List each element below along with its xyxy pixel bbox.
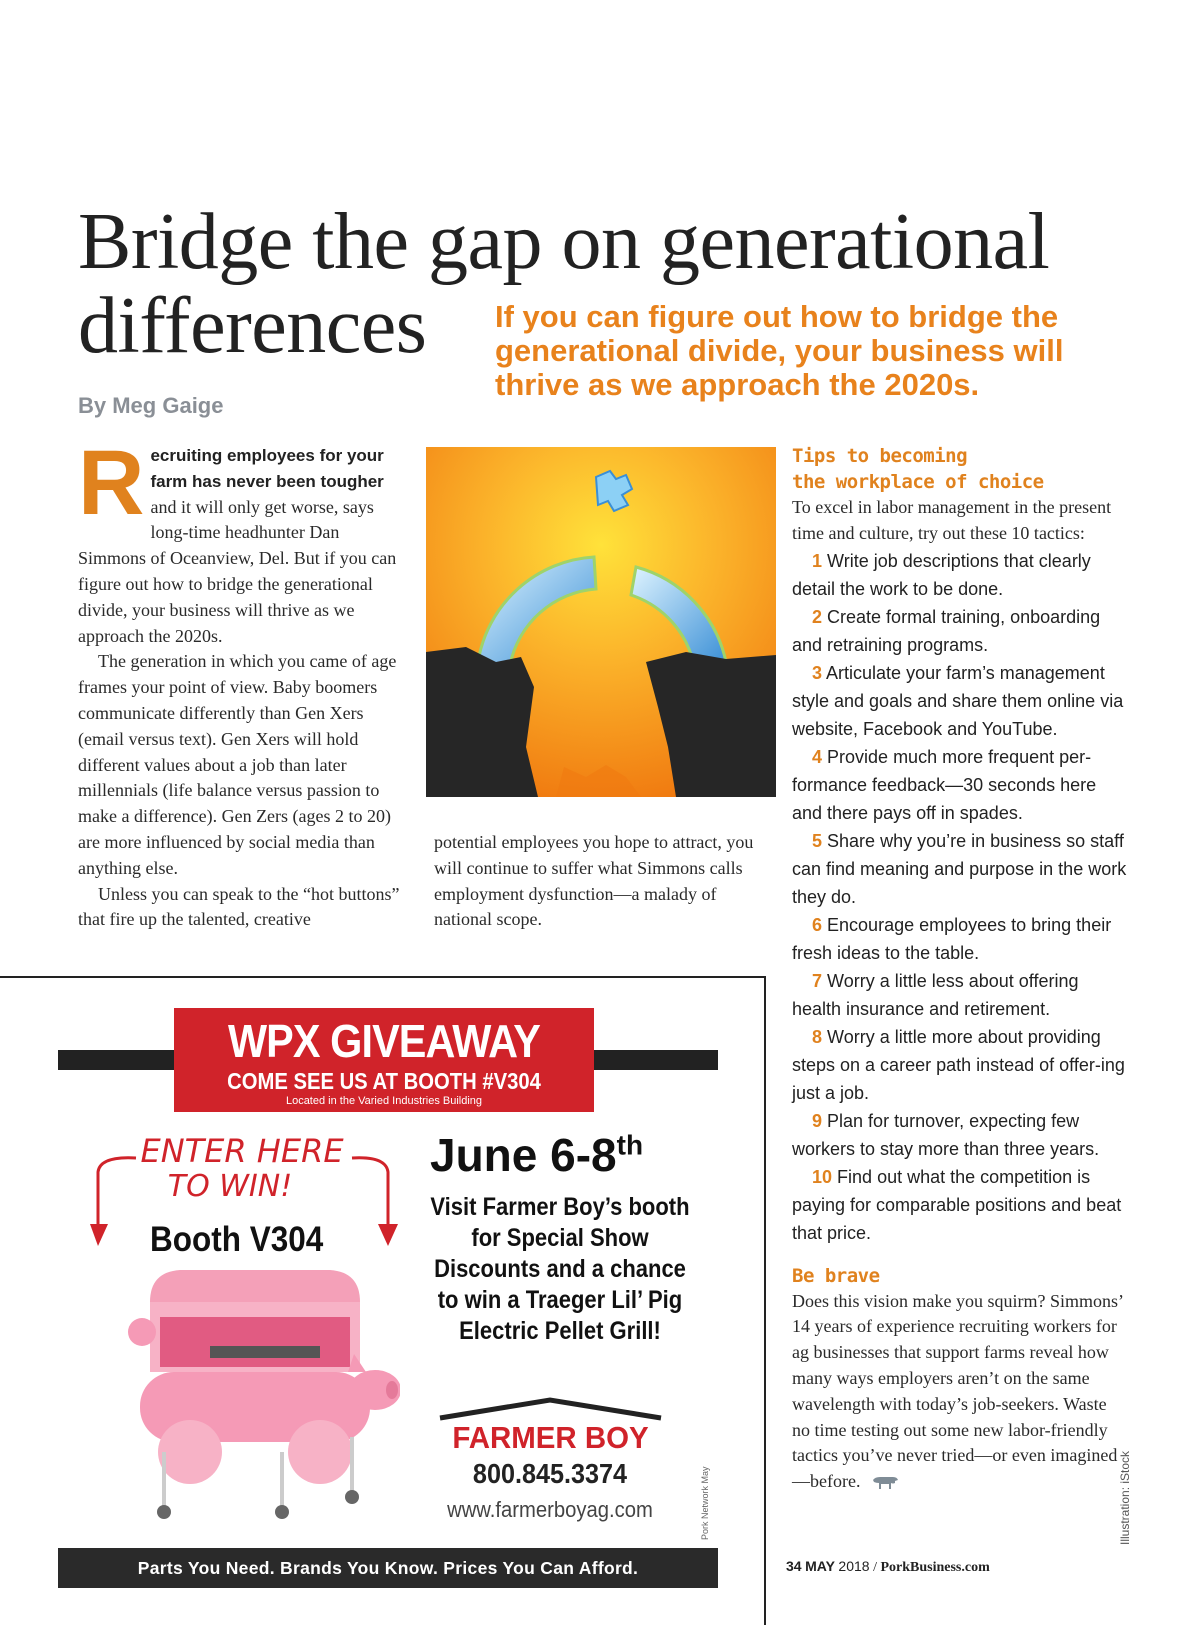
tip-number: 5: [812, 830, 823, 851]
page-folio: [786, 1558, 990, 1576]
ad-border-top: [0, 976, 766, 978]
promo-text: Visit Farmer Boy’s booth for Special Show Discounts and a chance to win a Traeger Lil’ Pig Electric Pellet Grill!: [430, 1193, 690, 1345]
event-dates-suffix: th: [616, 1129, 644, 1161]
sidebar-heading-line-2: the workplace of choice: [792, 471, 1044, 493]
be-brave-text: [792, 1289, 1127, 1495]
ad-location: Located in the Varied Industries Building: [285, 1095, 483, 1107]
article-column-2: [434, 830, 769, 933]
paragraph-2: The generation in which you came of age frames your point of view. Baby boomers communicate differently than Gen Xers (email versus text). Gen Xers will hold different values about a job than later millennials (life balance versus passion to make a difference). Gen Zers (ages 2 to 20) are more influenced by social media than anything else.: [78, 651, 397, 878]
be-brave-paragraph: Does this vision make you squirm? Simmons’ 14 years of experience recruiting workers for ag businesses that support farms reveal how many ways employers aren’t on the same wavelength with today’s job-seekers. Waste no time testing out some new labor-friendly tactics you’ve never tried—or even imagined—before.: [792, 1290, 1123, 1492]
tip-number: 4: [812, 746, 823, 767]
barn-roof-icon: [438, 1396, 663, 1422]
tip-item: [792, 743, 1127, 827]
booth-number: Booth V304: [150, 1220, 324, 1259]
phone-number: 800.845.3374: [472, 1458, 628, 1489]
issue-year: 2018: [838, 1558, 870, 1574]
tip-item: [792, 603, 1127, 659]
tip-number: 2: [812, 606, 823, 627]
tip-number: 8: [812, 1026, 823, 1047]
drop-cap: R: [78, 432, 145, 534]
tip-number: 10: [812, 1166, 833, 1187]
paragraph-1-text: and it will only get worse, says long-time headhunter Dan Simmons of Oceanview, Del. But if you can figure out how to bridge the generational divide, your business will thrive as we approach the 2020s.: [78, 496, 397, 646]
ad-footer-tagline: Parts You Need. Brands You Know. Prices You Can Afford.: [58, 1548, 718, 1588]
paragraph-3: Unless you can speak to the “hot buttons” that fire up the talented, creative: [78, 883, 400, 930]
tip-text: Worry a little more about providing steps on a career path instead of offer-ing just a job.: [792, 1026, 1125, 1103]
lead-in: ecruiting employees for your farm has never been tougher: [150, 446, 384, 491]
tip-text: Provide much more frequent per-formance feedback—30 seconds here and there pays off in spades.: [792, 746, 1097, 823]
tip-text: Create formal training, onboarding and retraining programs.: [792, 606, 1101, 655]
article-headline: Bridge the gap on generational differences: [78, 198, 1050, 370]
tip-text: Write job descriptions that clearly detail the work to be done.: [792, 550, 1091, 599]
ad-subtitle: COME SEE US AT BOOTH #V304: [227, 1068, 541, 1094]
folio-separator: /: [873, 1560, 877, 1575]
tip-item: [792, 911, 1127, 967]
sidebar-intro: To excel in labor management in the present time and culture, try out these 10 tactics:: [792, 497, 1112, 543]
sidebar-heading-line-1: Tips to becoming: [792, 445, 968, 467]
event-dates-text: June 6-8: [430, 1129, 617, 1181]
tip-item: [792, 1023, 1127, 1107]
ad-vertical-note: Pork Network May: [700, 1466, 710, 1540]
article-deck: If you can figure out how to bridge the generational divide, your business will thrive as we approach the 2020s.: [495, 299, 1064, 402]
website-url: www.farmerboyag.com: [447, 1497, 653, 1522]
article-column-1: [78, 432, 408, 933]
tip-item: [792, 967, 1127, 1023]
tip-text: Share why you’re in business so staff can find meaning and purpose in the work they do.: [792, 830, 1127, 907]
tip-text: Encourage employees to bring their fresh ideas to the table.: [792, 914, 1112, 963]
tip-text: Plan for turnover, expecting few workers to stay more than three years.: [792, 1110, 1100, 1159]
paragraph-3-continued: potential employees you hope to attract, you will continue to suffer what Simmons calls employment dysfunction—a malady of national scope.: [434, 832, 754, 930]
tip-number: 1: [812, 550, 823, 571]
issue-month: MAY: [805, 1558, 835, 1574]
be-brave-heading: Be brave: [792, 1264, 880, 1287]
ad-border-right: [764, 976, 766, 1625]
pig-end-mark-icon: [871, 1475, 899, 1491]
event-dates: [430, 1128, 643, 1182]
ad-title: WPX GIVEAWAY: [227, 1015, 541, 1067]
pig-grill-image: [120, 1262, 400, 1530]
ad-banner: [174, 1008, 594, 1112]
tip-item: [792, 659, 1127, 743]
page-number: 34: [786, 1558, 802, 1574]
tip-number: 9: [812, 1110, 823, 1131]
enter-here-text: ENTER HERE: [140, 1132, 344, 1170]
site-name: PorkBusiness.com: [880, 1560, 990, 1575]
farmer-boy-logo: [438, 1396, 663, 1458]
tips-sidebar: [792, 443, 1127, 1495]
tip-item: [792, 1107, 1127, 1163]
paragraph-1: [78, 432, 408, 649]
tip-item: [792, 827, 1127, 911]
tip-text: Articulate your farm’s management style and goals and share them online via website, Facebook and YouTube.: [792, 662, 1124, 739]
tip-number: 6: [812, 914, 823, 935]
illustration-credit: Illustration: iStock: [1118, 1450, 1132, 1545]
to-win-text: TO WIN!: [167, 1169, 293, 1204]
byline: By Meg Gaige: [78, 393, 224, 418]
brand-name: FARMER BOY: [452, 1420, 649, 1455]
tip-item: [792, 547, 1127, 603]
tip-item: [792, 1163, 1127, 1247]
tip-number: 3: [812, 662, 823, 683]
bridge-puzzle-illustration: [426, 447, 776, 797]
tip-text: Find out what the competition is paying for comparable positions and beat that price.: [792, 1166, 1122, 1243]
tip-text: Worry a little less about offering health insurance and retirement.: [792, 970, 1079, 1019]
tip-number: 7: [812, 970, 823, 991]
